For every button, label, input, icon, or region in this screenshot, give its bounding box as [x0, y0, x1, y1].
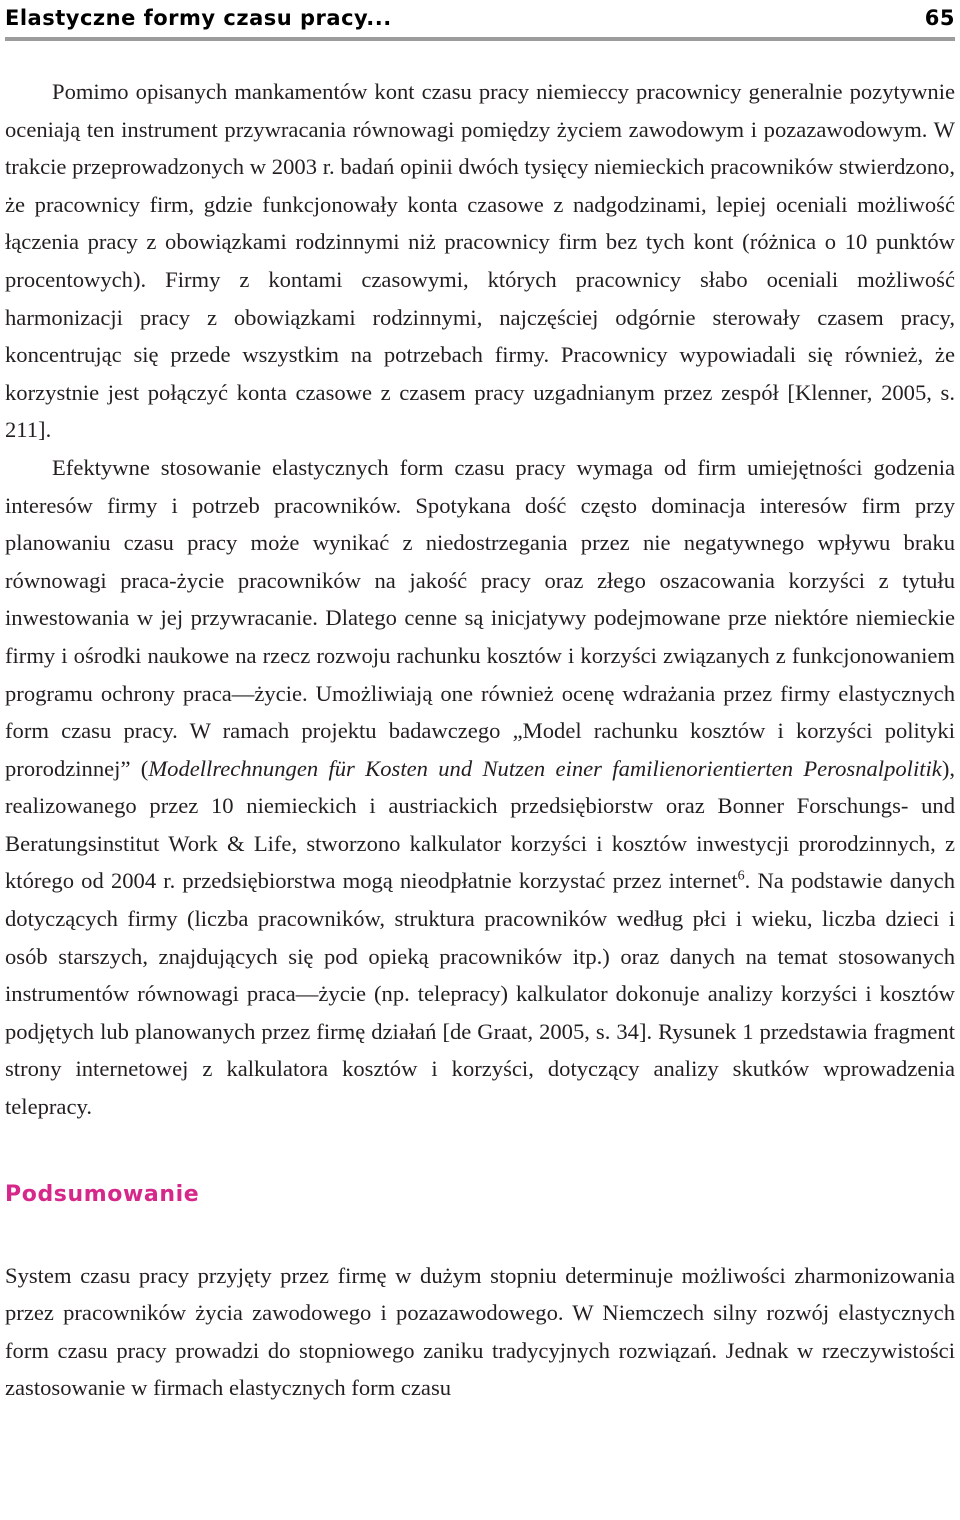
paragraph-2-italic-title: Modellrechnungen für Kosten und Nutzen einer familienorientierten Perosnalpolitik — [148, 755, 942, 781]
running-header — [5, 0, 955, 30]
paragraph-2-part-3: . Na podstawie danych dotyczących firmy (liczba pracowników, struktura pracowników według płci i wieku, liczba dzieci i osób starszych, znajdujących się pod opieką pracowników itp.) oraz danych na temat stosowanych instrumentów równowagi praca—życie (np. telepracy) kalkulator dokonuje analizy korzyści i kosztów podjętych lub planowanych przez firmę działań [de Graat, 2005, s. 34]. Rysunek 1 przedstawia fragment strony internetowej z kalkulatora kosztów i korzyści, dotyczący analizy skutków wprowadzenia telepracy. — [5, 868, 955, 1120]
paragraph-1 — [5, 73, 955, 449]
summary-section — [5, 1257, 955, 1407]
running-title: Elastyczne formy czasu pracy... — [5, 6, 392, 30]
section-heading: Podsumowanie — [5, 1181, 200, 1207]
main-text — [5, 73, 955, 1126]
paragraph-1-text: Pomimo opisanych mankamentów kont czasu pracy niemieccy pracownicy generalnie pozytywnie oceniają ten instrument przywracania równowagi pomiędzy życiem zawodowym i pozazawodowym. W trakcie przeprowadzonych w 2003 r. badań opinii dwóch tysięcy niemieckich pracowników stwierdzono, że pracownicy firm, gdzie funkcjonowały konta czasowe z nadgodzinami, lepiej oceniali możliwość łączenia pracy z obowiązkami rodzinnymi niż pracownicy firm bez tych kont (różnica o 10 punktów procentowych). Firmy z kontami czasowymi, których pracownicy słabo oceniali możliwość harmonizacji pracy z obowiązkami rodzinnymi, najczęściej odgórnie sterowały czasem pracy, koncentrując się przede wszystkim na potrzebach firmy. Pracownicy wypowiadali się również, że korzystnie jest połączyć konta czasowe z czasem pracy uzgadnianym przez zespół [Klenner, 2005, s. 211]. — [5, 79, 955, 443]
page-number: 65 — [924, 6, 955, 30]
header-rule — [5, 37, 955, 41]
summary-paragraph: System czasu pracy przyjęty przez firmę w dużym stopniu determinuje możliwości zharmonizowania przez pracowników życia zawodowego i pozazawodowego. W Niemczech silny rozwój elastycznych form czasu pracy prowadzi do stopniowego zaniku tradycyjnych rozwiązań. Jednak w rzeczywistości zastosowanie w firmach elastycznych form czasu — [5, 1262, 955, 1401]
paragraph-2-part-1: Efektywne stosowanie elastycznych form czasu pracy wymaga od firm umiejętności godzenia interesów firmy i potrzeb pracowników. Spotykana dość często dominacja interesów firm przy planowaniu czasu pracy może wynikać z niedostrzegania przez nie negatywnego wpływu braku równowagi praca-życie pracowników na jakość pracy oraz złego oszacowania korzyści z tytułu inwestowania w jej przywracanie. Dlatego cenne są inicjatywy podejmowane prze niektóre niemieckie firmy i ośrodki naukowe na rzecz rozwoju rachunku kosztów i korzyści związanych z funkcjonowaniem programu ochrony praca—życie. Umożliwiają one również ocenę wdrażania przez firmy elastycznych form czasu pracy. W ramach projektu badawczego „Model rachunku kosztów i korzyści polityki prorodzinnej” ( — [5, 454, 955, 781]
paragraph-2-part-2: ), realizowanego przez 10 niemieckich i austriackich przedsiębiorstw oraz Bonner Forschungs- und Beratungsinstitut Work & Life, stworzono kalkulator korzyści i kosztów inwestycji prorodzinnych, z którego od 2004 r. przedsiębiorstwa mogą nieodpłatnie korzystać przez internet — [5, 755, 955, 894]
footnote-ref: 6 — [737, 868, 745, 884]
paragraph-2 — [5, 449, 955, 1126]
